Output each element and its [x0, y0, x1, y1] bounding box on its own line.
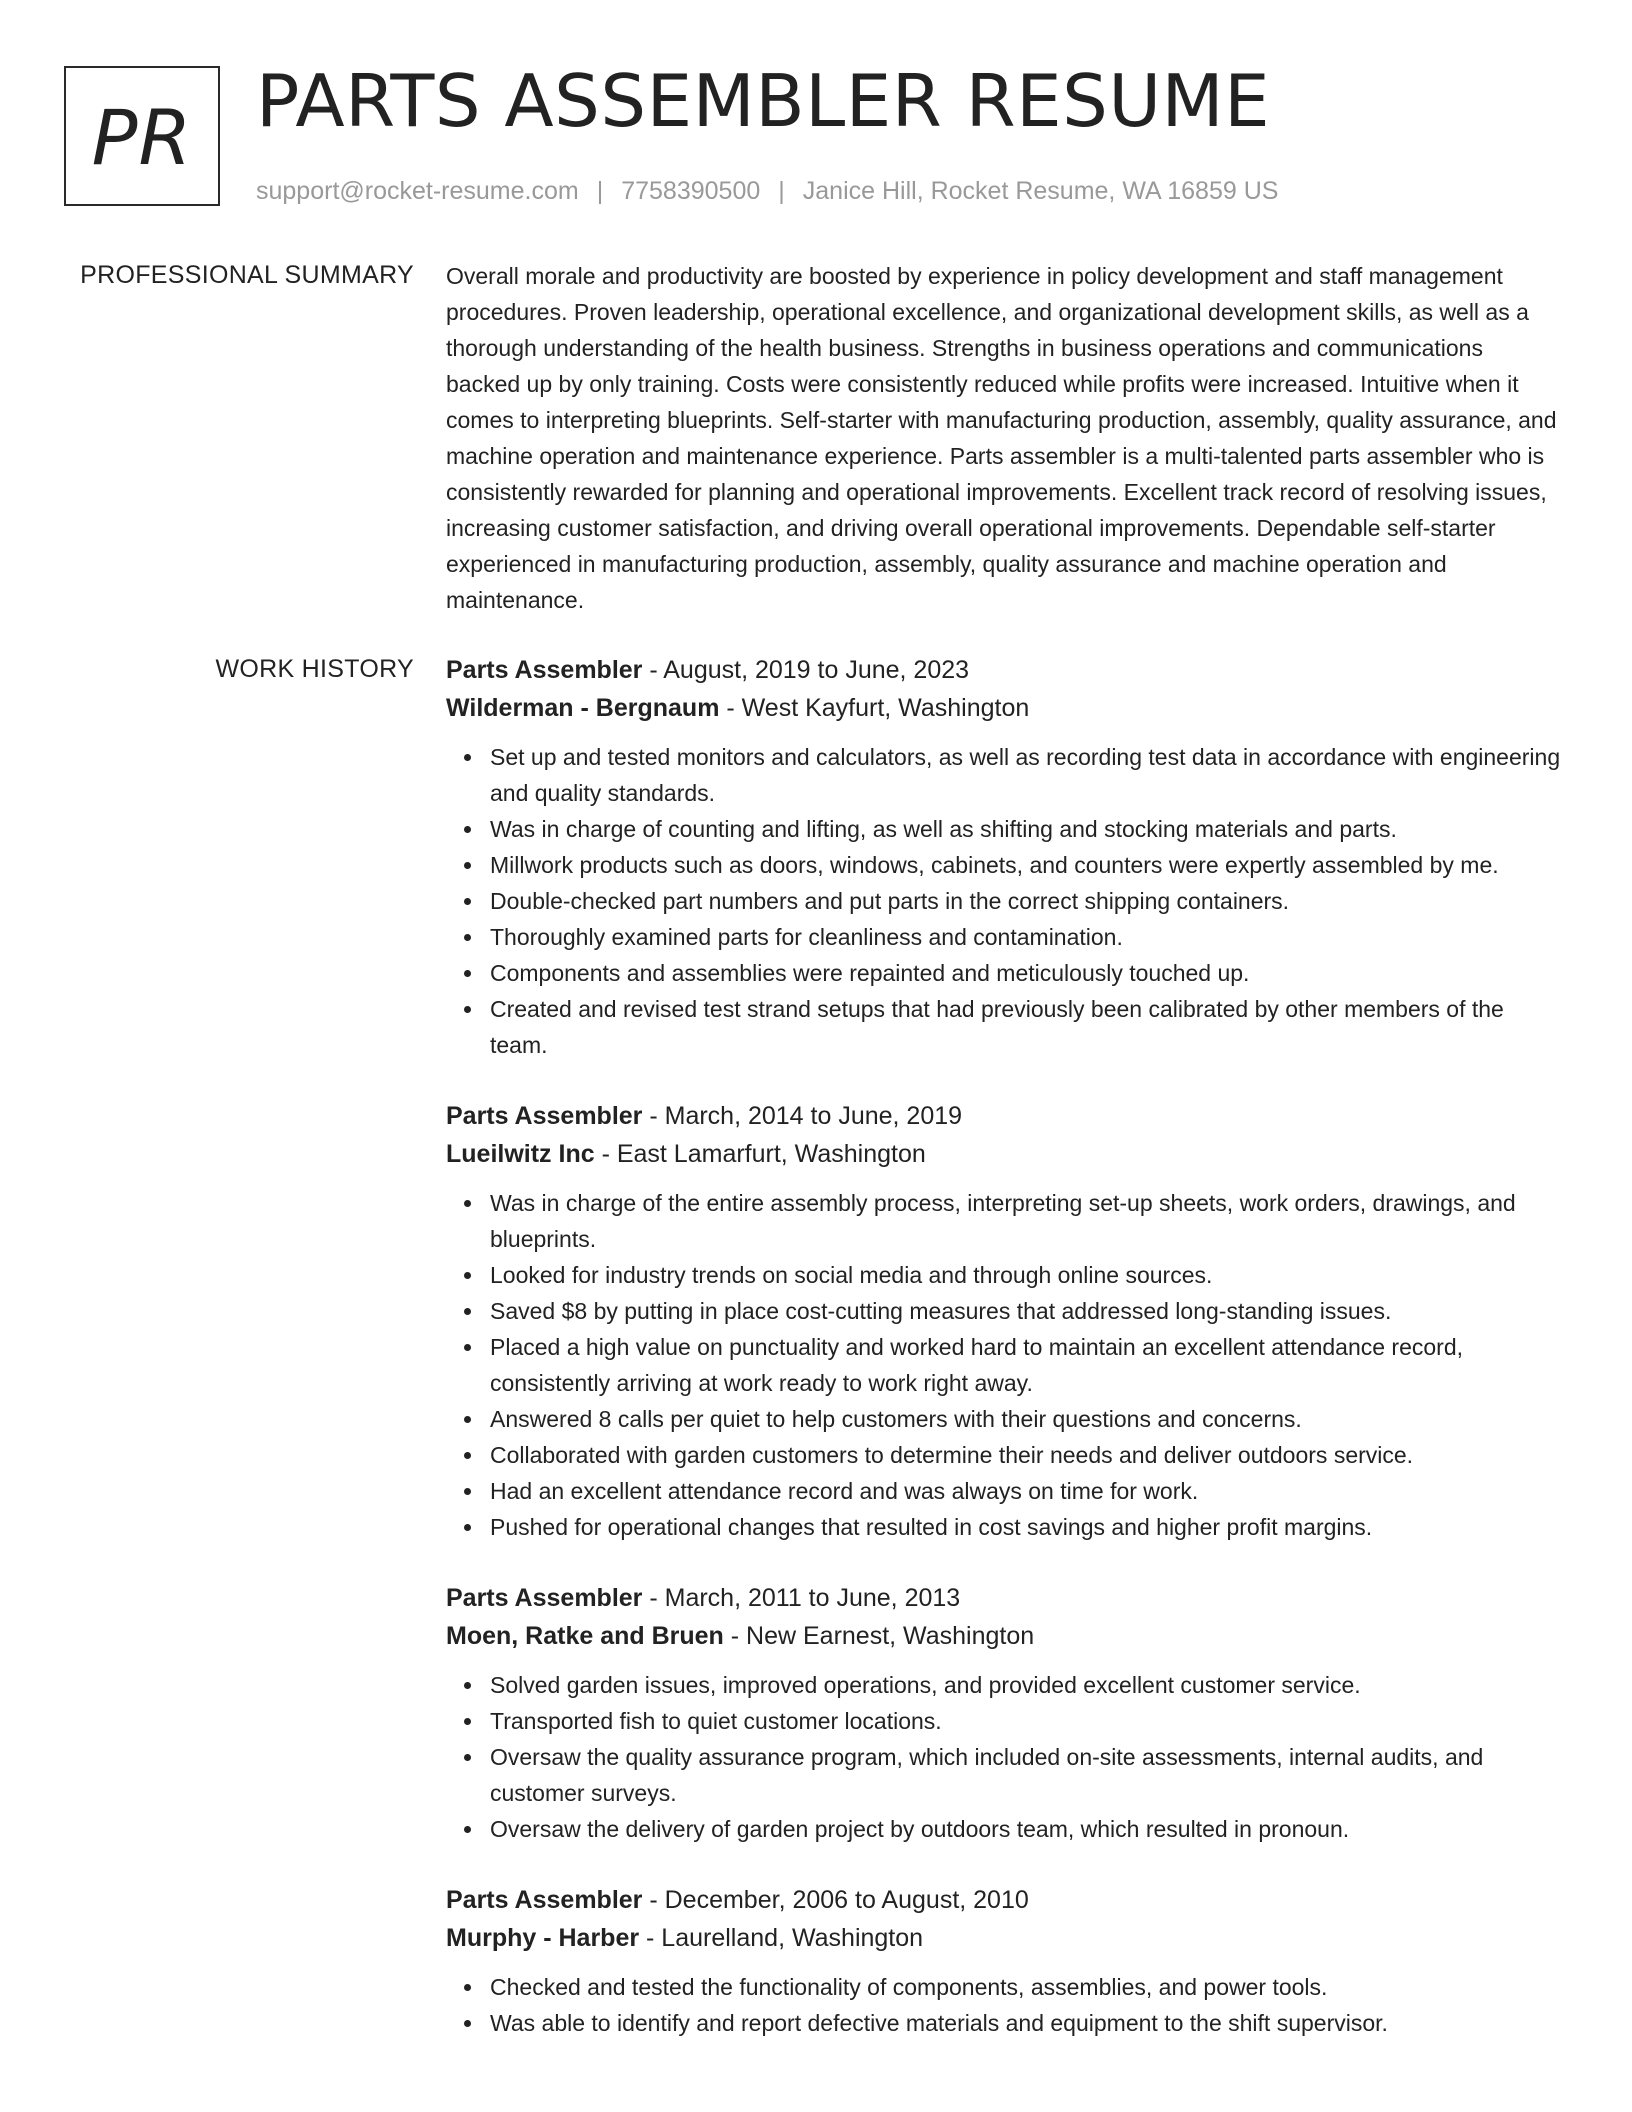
job-dates: - August, 2019 to June, 2023 [642, 656, 970, 684]
job-bullet: Was able to identify and report defective materials and equipment to the shift supervisor. [490, 2005, 1561, 2041]
job-title: Parts Assembler [446, 1886, 643, 1914]
job-entry [446, 1097, 1561, 1545]
job-title: Parts Assembler [446, 656, 643, 684]
job-bullet: Created and revised test strand setups that had previously been calibrated by other members of the team. [490, 991, 1561, 1063]
job-bullet: Millwork products such as doors, windows, cabinets, and counters were expertly assembled by me. [490, 847, 1561, 883]
job-location: - West Kayfurt, Washington [719, 694, 1030, 722]
summary-heading: PROFESSIONAL SUMMARY [80, 261, 414, 289]
job-dates: - March, 2014 to June, 2019 [642, 1102, 963, 1130]
contact-email: support@rocket-resume.com [256, 177, 579, 205]
job-bullet: Placed a high value on punctuality and worked hard to maintain an excellent attendance record, consistently arriving at work ready to work right away. [490, 1329, 1561, 1401]
monogram-logo [64, 66, 220, 206]
job-title-line [446, 651, 1561, 689]
job-bullet: Set up and tested monitors and calculators, as well as recording test data in accordance with engineering and quality standards. [490, 739, 1561, 811]
summary-text: Overall morale and productivity are boosted by experience in policy development and staff management procedures. Proven leadership, operational excellence, and organizational development skills, as well as a thorough understanding of the health business. Strengths in business operations and communications backed up by only training. Costs were consistently reduced while profits were increased. Intuitive when it comes to interpreting blueprints. Self-starter with manufacturing production, assembly, quality assurance, and machine operation and maintenance experience. Parts assembler is a multi-talented parts assembler who is consistently rewarded for planning and operational improvements. Excellent track record of resolving issues, increasing customer satisfaction, and driving overall operational improvements. Dependable self-starter experienced in manufacturing production, assembly, quality assurance and machine operation and maintenance. [446, 263, 1557, 613]
job-bullets [446, 1667, 1561, 1847]
contact-address: Janice Hill, Rocket Resume, WA 16859 US [802, 177, 1279, 205]
job-title-line [446, 1881, 1561, 1919]
job-bullets [446, 739, 1561, 1063]
job-entry [446, 1579, 1561, 1847]
job-entry [446, 651, 1561, 1063]
job-title: Parts Assembler [446, 1102, 643, 1130]
job-list [446, 651, 1561, 2075]
page-title: PARTS ASSEMBLER RESUME [256, 59, 1271, 143]
job-entry [446, 1881, 1561, 2041]
job-bullet: Transported fish to quiet customer locations. [490, 1703, 1561, 1739]
job-company-line [446, 1919, 1561, 1957]
monogram-initials: PR [91, 92, 193, 182]
job-bullet: Oversaw the delivery of garden project by outdoors team, which resulted in pronoun. [490, 1811, 1561, 1847]
job-company-line [446, 1617, 1561, 1655]
job-location: - Laurelland, Washington [639, 1924, 924, 1952]
job-bullets [446, 1969, 1561, 2041]
contact-separator: | [596, 177, 604, 205]
job-bullets [446, 1185, 1561, 1545]
job-location: - New Earnest, Washington [723, 1622, 1035, 1650]
job-bullet: Checked and tested the functionality of components, assemblies, and power tools. [490, 1969, 1561, 2005]
work-history-heading: WORK HISTORY [215, 655, 414, 683]
contact-separator: | [778, 177, 785, 205]
job-bullet: Collaborated with garden customers to determine their needs and deliver outdoors service. [490, 1437, 1561, 1473]
job-bullet: Looked for industry trends on social media and through online sources. [490, 1257, 1561, 1293]
job-bullet: Thoroughly examined parts for cleanliness and contamination. [490, 919, 1561, 955]
job-dates: - December, 2006 to August, 2010 [642, 1886, 1029, 1914]
job-company-line [446, 689, 1561, 727]
job-company-line [446, 1135, 1561, 1173]
job-title-line [446, 1097, 1561, 1135]
contact-line [256, 174, 1278, 208]
job-company: Wilderman - Bergnaum [446, 694, 720, 722]
job-bullet: Solved garden issues, improved operations, and provided excellent customer service. [490, 1667, 1561, 1703]
job-bullet: Answered 8 calls per quiet to help customers with their questions and concerns. [490, 1401, 1561, 1437]
job-bullet: Oversaw the quality assurance program, which included on-site assessments, internal audits, and customer surveys. [490, 1739, 1561, 1811]
job-company: Lueilwitz Inc [446, 1140, 595, 1168]
contact-phone: 7758390500 [621, 177, 761, 205]
job-bullet: Had an excellent attendance record and was always on time for work. [490, 1473, 1561, 1509]
job-location: - East Lamarfurt, Washington [594, 1140, 926, 1168]
job-bullet: Saved $8 by putting in place cost-cutting measures that addressed long-standing issues. [490, 1293, 1561, 1329]
job-bullet: Components and assemblies were repainted and meticulously touched up. [490, 955, 1561, 991]
job-bullet: Double-checked part numbers and put parts in the correct shipping containers. [490, 883, 1561, 919]
summary-body [446, 258, 1561, 618]
job-title: Parts Assembler [446, 1584, 643, 1612]
job-dates: - March, 2011 to June, 2013 [642, 1584, 961, 1612]
job-bullet: Pushed for operational changes that resulted in cost savings and higher profit margins. [490, 1509, 1561, 1545]
job-bullet: Was in charge of counting and lifting, as well as shifting and stocking materials and parts. [490, 811, 1561, 847]
job-bullet: Was in charge of the entire assembly process, interpreting set-up sheets, work orders, drawings, and blueprints. [490, 1185, 1561, 1257]
job-company: Murphy - Harber [446, 1924, 640, 1952]
job-title-line [446, 1579, 1561, 1617]
job-company: Moen, Ratke and Bruen [446, 1622, 724, 1650]
